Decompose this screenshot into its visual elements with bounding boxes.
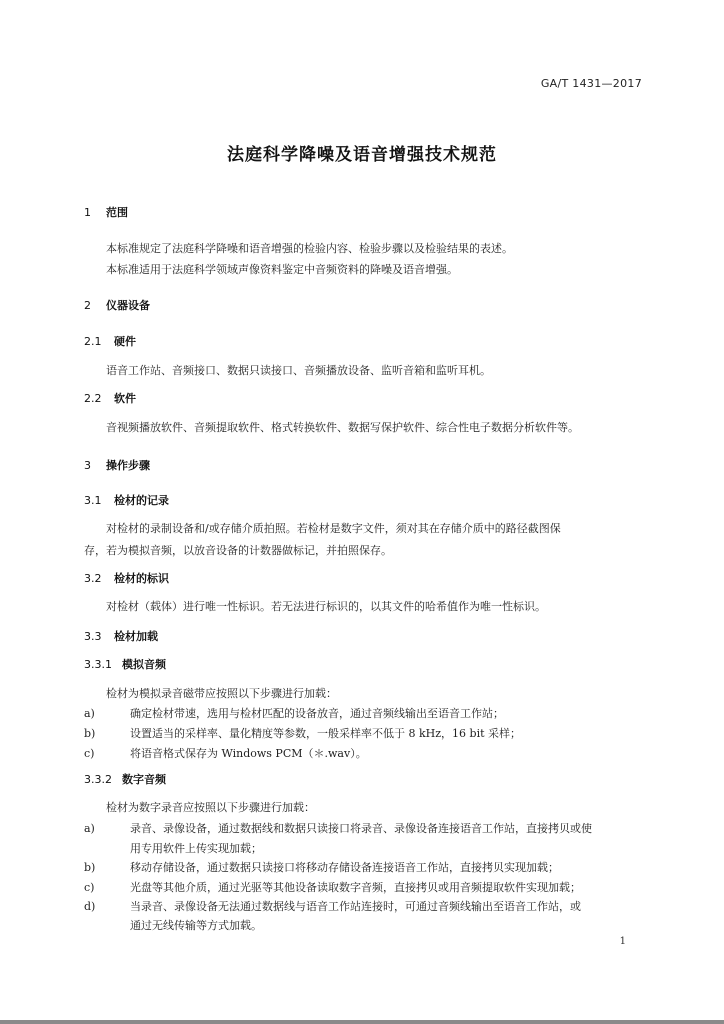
section-3-3-heading: 3.3 检材加载 <box>84 630 158 643</box>
section-3-1-paragraph-line-2: 存，若为模拟音频，以放音设备的计数器做标记，并拍照保存。 <box>84 544 392 557</box>
list-item-continuation: 通过无线传输等方式加载。 <box>130 919 262 932</box>
page-number: 1 <box>619 936 626 947</box>
section-3-3-2-intro: 检材为数字录音应按照以下步骤进行加载： <box>106 801 315 814</box>
section-2-1-paragraph: 语音工作站、音频接口、数据只读接口、音频播放设备、监听音箱和监听耳机。 <box>106 364 491 377</box>
list-item: c) 将语音格式保存为 Windows PCM（＊.wav）。 <box>84 747 367 760</box>
section-3-3-1-heading: 3.3.1 模拟音频 <box>84 658 166 671</box>
section-3-1-paragraph-line-1: 对检材的录制设备和/或存储介质拍照。若检材是数字文件，须对其在存储介质中的路径截图保 <box>106 522 561 535</box>
standard-code: GA/T 1431—2017 <box>540 77 642 90</box>
section-2-2-heading: 2.2 软件 <box>84 392 136 405</box>
section-3-2-paragraph: 对检材（载体）进行唯一性标识。若无法进行标识的，以其文件的哈希值作为唯一性标识。 <box>106 600 546 613</box>
section-1-heading: 1 范围 <box>84 206 128 219</box>
list-item: a) 确定检材带速，选用与检材匹配的设备放音，通过音频线输出至语音工作站； <box>84 707 504 720</box>
section-3-3-1-intro: 检材为模拟录音磁带应按照以下步骤进行加载： <box>106 687 337 700</box>
section-3-heading: 3 操作步骤 <box>84 459 150 472</box>
list-item: d) 当录音、录像设备无法通过数据线与语音工作站连接时，可通过音频线输出至语音工作站，或 <box>84 900 581 913</box>
section-3-1-heading: 3.1 检材的记录 <box>84 494 169 507</box>
list-item: a) 录音、录像设备，通过数据线和数据只读接口将录音、录像设备连接语音工作站，直接拷贝或使 <box>84 822 592 835</box>
section-3-2-heading: 3.2 检材的标识 <box>84 572 169 585</box>
section-1-paragraph-1: 本标准规定了法庭科学降噪和语音增强的检验内容、检验步骤以及检验结果的表述。 <box>106 242 513 255</box>
section-3-3-2-heading: 3.3.2 数字音频 <box>84 773 166 786</box>
document-title: 法庭科学降噪及语音增强技术规范 <box>227 145 497 165</box>
list-item-continuation: 用专用软件上传实现加载； <box>130 842 262 855</box>
list-item: c) 光盘等其他介质，通过光驱等其他设备读取数字音频，直接拷贝或用音频提取软件实现加载； <box>84 881 581 894</box>
section-1-paragraph-2: 本标准适用于法庭科学领域声像资料鉴定中音频资料的降噪及语音增强。 <box>106 263 458 276</box>
list-item: b) 移动存储设备，通过数据只读接口将移动存储设备连接语音工作站，直接拷贝实现加载； <box>84 861 559 874</box>
section-2-2-paragraph: 音视频播放软件、音频提取软件、格式转换软件、数据写保护软件、综合性电子数据分析软件等。 <box>106 421 579 434</box>
list-item: b) 设置适当的采样率、量化精度等参数，一般采样率不低于 8 kHz，16 bit 采样； <box>84 727 522 740</box>
section-2-1-heading: 2.1 硬件 <box>84 335 136 348</box>
section-2-heading: 2 仪器设备 <box>84 299 150 312</box>
page-bottom-edge <box>0 1020 724 1024</box>
